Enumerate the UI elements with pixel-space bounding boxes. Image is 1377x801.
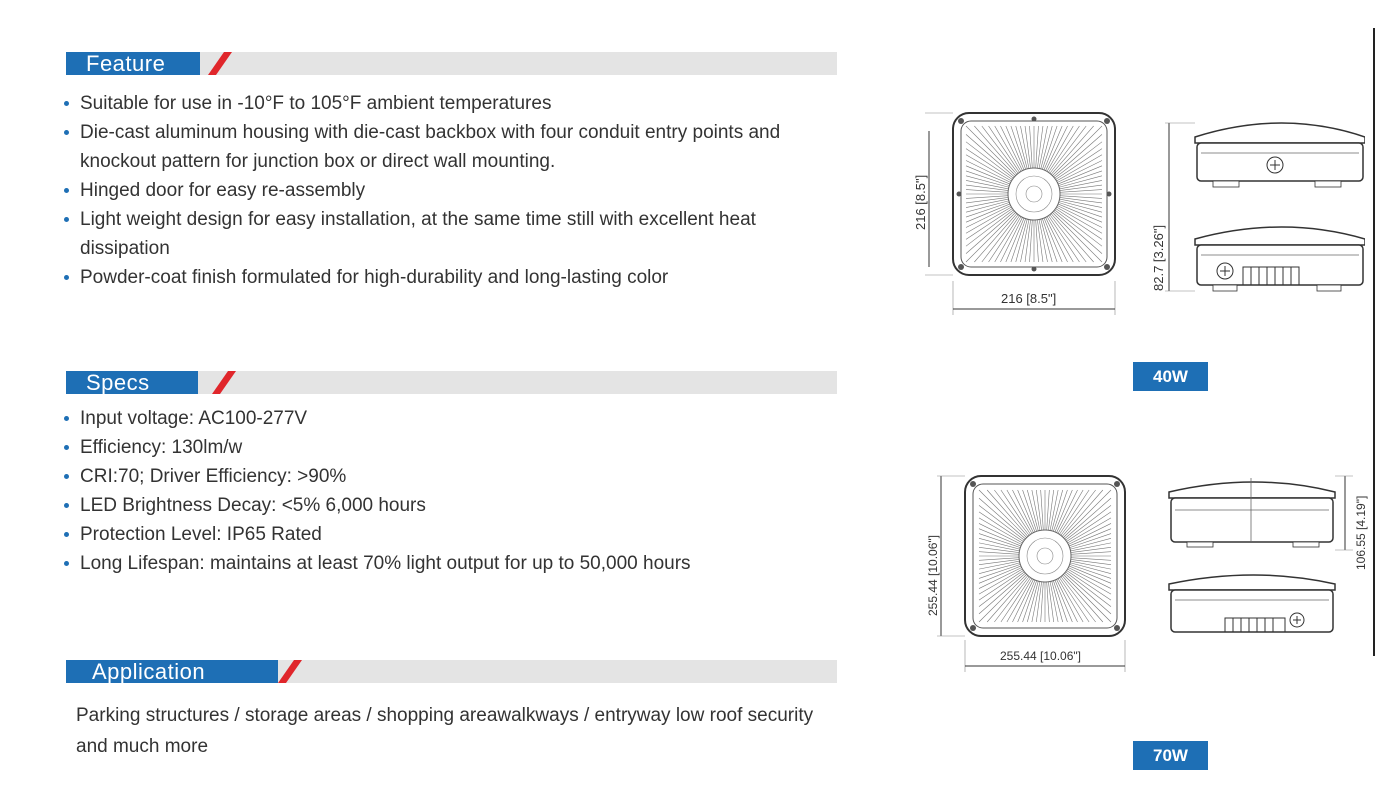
side-view-top xyxy=(1195,123,1365,187)
page-edge-divider xyxy=(1373,28,1375,656)
front-view xyxy=(965,476,1125,636)
specs-list xyxy=(62,404,782,578)
dim-width-70w: 255.44 [10.06"] xyxy=(1000,649,1081,663)
feature-list xyxy=(62,89,842,292)
list-item: Input voltage: AC100-277V xyxy=(62,404,782,433)
specs-header-bar xyxy=(66,371,837,394)
list-item: Hinged door for easy re-assembly xyxy=(62,176,842,205)
product-drawing-70w xyxy=(925,470,1370,685)
red-slash-icon xyxy=(194,52,234,75)
list-item: Die-cast aluminum housing with die-cast backbox with four conduit entry points and knockout pattern for junction box or direct wall mounting. xyxy=(62,118,830,176)
application-header-bar xyxy=(66,660,837,683)
specs-title: Specs xyxy=(66,371,198,394)
dim-width-40w: 216 [8.5"] xyxy=(1001,291,1057,306)
list-item: CRI:70; Driver Efficiency: >90% xyxy=(62,462,782,491)
side-view-bottom xyxy=(1169,575,1335,632)
side-view-top xyxy=(1169,478,1335,547)
dim-height-40w: 216 [8.5"] xyxy=(913,174,928,230)
list-item: Powder-coat finish formulated for high-durability and long-lasting color xyxy=(62,263,842,292)
list-item: Long Lifespan: maintains at least 70% light output for up to 50,000 hours xyxy=(62,549,770,578)
side-view-bottom xyxy=(1195,227,1365,291)
list-item: Protection Level: IP65 Rated xyxy=(62,520,782,549)
application-text: Parking structures / storage areas / shopping areawalkways / entryway low roof security and much more xyxy=(76,705,814,757)
dim-depth-40w: 82.7 [3.26"] xyxy=(1151,224,1166,291)
dim-height-70w: 255.44 [10.06"] xyxy=(926,535,940,616)
list-item: Efficiency: 130lm/w xyxy=(62,433,782,462)
list-item: Light weight design for easy installation, at the same time still with excellent heat dissipation xyxy=(62,205,830,263)
model-badge-70w: 70W xyxy=(1133,741,1208,770)
list-item: Suitable for use in -10°F to 105°F ambient temperatures xyxy=(62,89,842,118)
list-item: LED Brightness Decay: <5% 6,000 hours xyxy=(62,491,782,520)
feature-header-bar xyxy=(66,52,837,75)
product-drawing-40w xyxy=(895,105,1365,335)
red-slash-icon xyxy=(264,660,304,683)
front-view xyxy=(953,113,1115,275)
dim-depth-70w: 106.55 [4.19"] xyxy=(1354,495,1368,570)
application-title: Application xyxy=(66,660,278,683)
feature-title: Feature xyxy=(66,52,200,75)
red-slash-icon xyxy=(198,371,238,394)
model-badge-40w: 40W xyxy=(1133,362,1208,391)
